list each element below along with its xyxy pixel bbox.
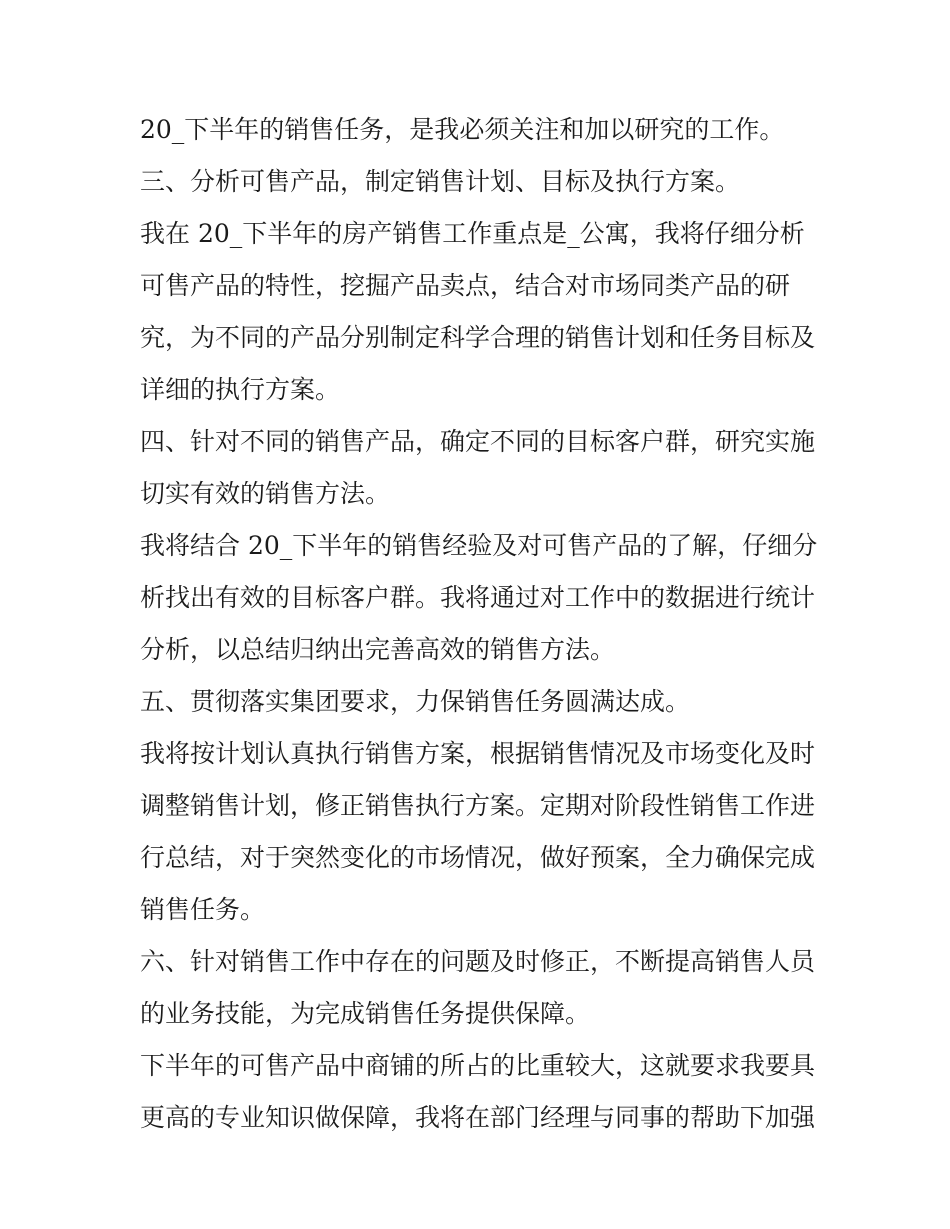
section-heading-4: 四、针对不同的销售产品，确定不同的目标客户群，研究实施 [140, 427, 816, 456]
text-line: 下半年的可售产品中商铺的所占的比重较大，这就要求我要具 [140, 1051, 816, 1080]
text-line: 我将按计划认真执行销售方案，根据销售情况及市场变化及时 [140, 739, 816, 768]
text-line: 究，为不同的产品分别制定科学合理的销售计划和任务目标及 [140, 323, 816, 352]
text-line: 我在 20_下半年的房产销售工作重点是_公寓，我将仔细分析 [140, 219, 805, 248]
text-line: 的业务技能，为完成销售任务提供保障。 [140, 999, 591, 1028]
text-line: 销售任务。 [140, 895, 266, 924]
text-line: 20_下半年的销售任务，是我必须关注和加以研究的工作。 [140, 115, 785, 144]
section-heading-6: 六、针对销售工作中存在的问题及时修正，不断提高销售人员 [140, 947, 816, 976]
document-body [140, 104, 830, 1144]
text-line: 切实有效的销售方法。 [140, 479, 391, 508]
section-heading-3: 三、分析可售产品，制定销售计划、目标及执行方案。 [140, 167, 741, 196]
text-line: 可售产品的特性，挖掘产品卖点，结合对市场同类产品的研 [140, 271, 791, 300]
text-line: 我将结合 20_下半年的销售经验及对可售产品的了解，仔细分 [140, 531, 818, 560]
text-line: 行总结，对于突然变化的市场情况，做好预案，全力确保完成 [140, 843, 816, 872]
text-line: 更高的专业知识做保障，我将在部门经理与同事的帮助下加强 [140, 1103, 816, 1132]
text-line: 分析，以总结归纳出完善高效的销售方法。 [140, 635, 616, 664]
text-line: 调整销售计划，修正销售执行方案。定期对阶段性销售工作进 [140, 791, 816, 820]
text-line: 详细的执行方案。 [140, 375, 341, 404]
section-heading-5: 五、贯彻落实集团要求，力保销售任务圆满达成。 [140, 687, 691, 716]
text-line: 析找出有效的目标客户群。我将通过对工作中的数据进行统计 [140, 583, 816, 612]
